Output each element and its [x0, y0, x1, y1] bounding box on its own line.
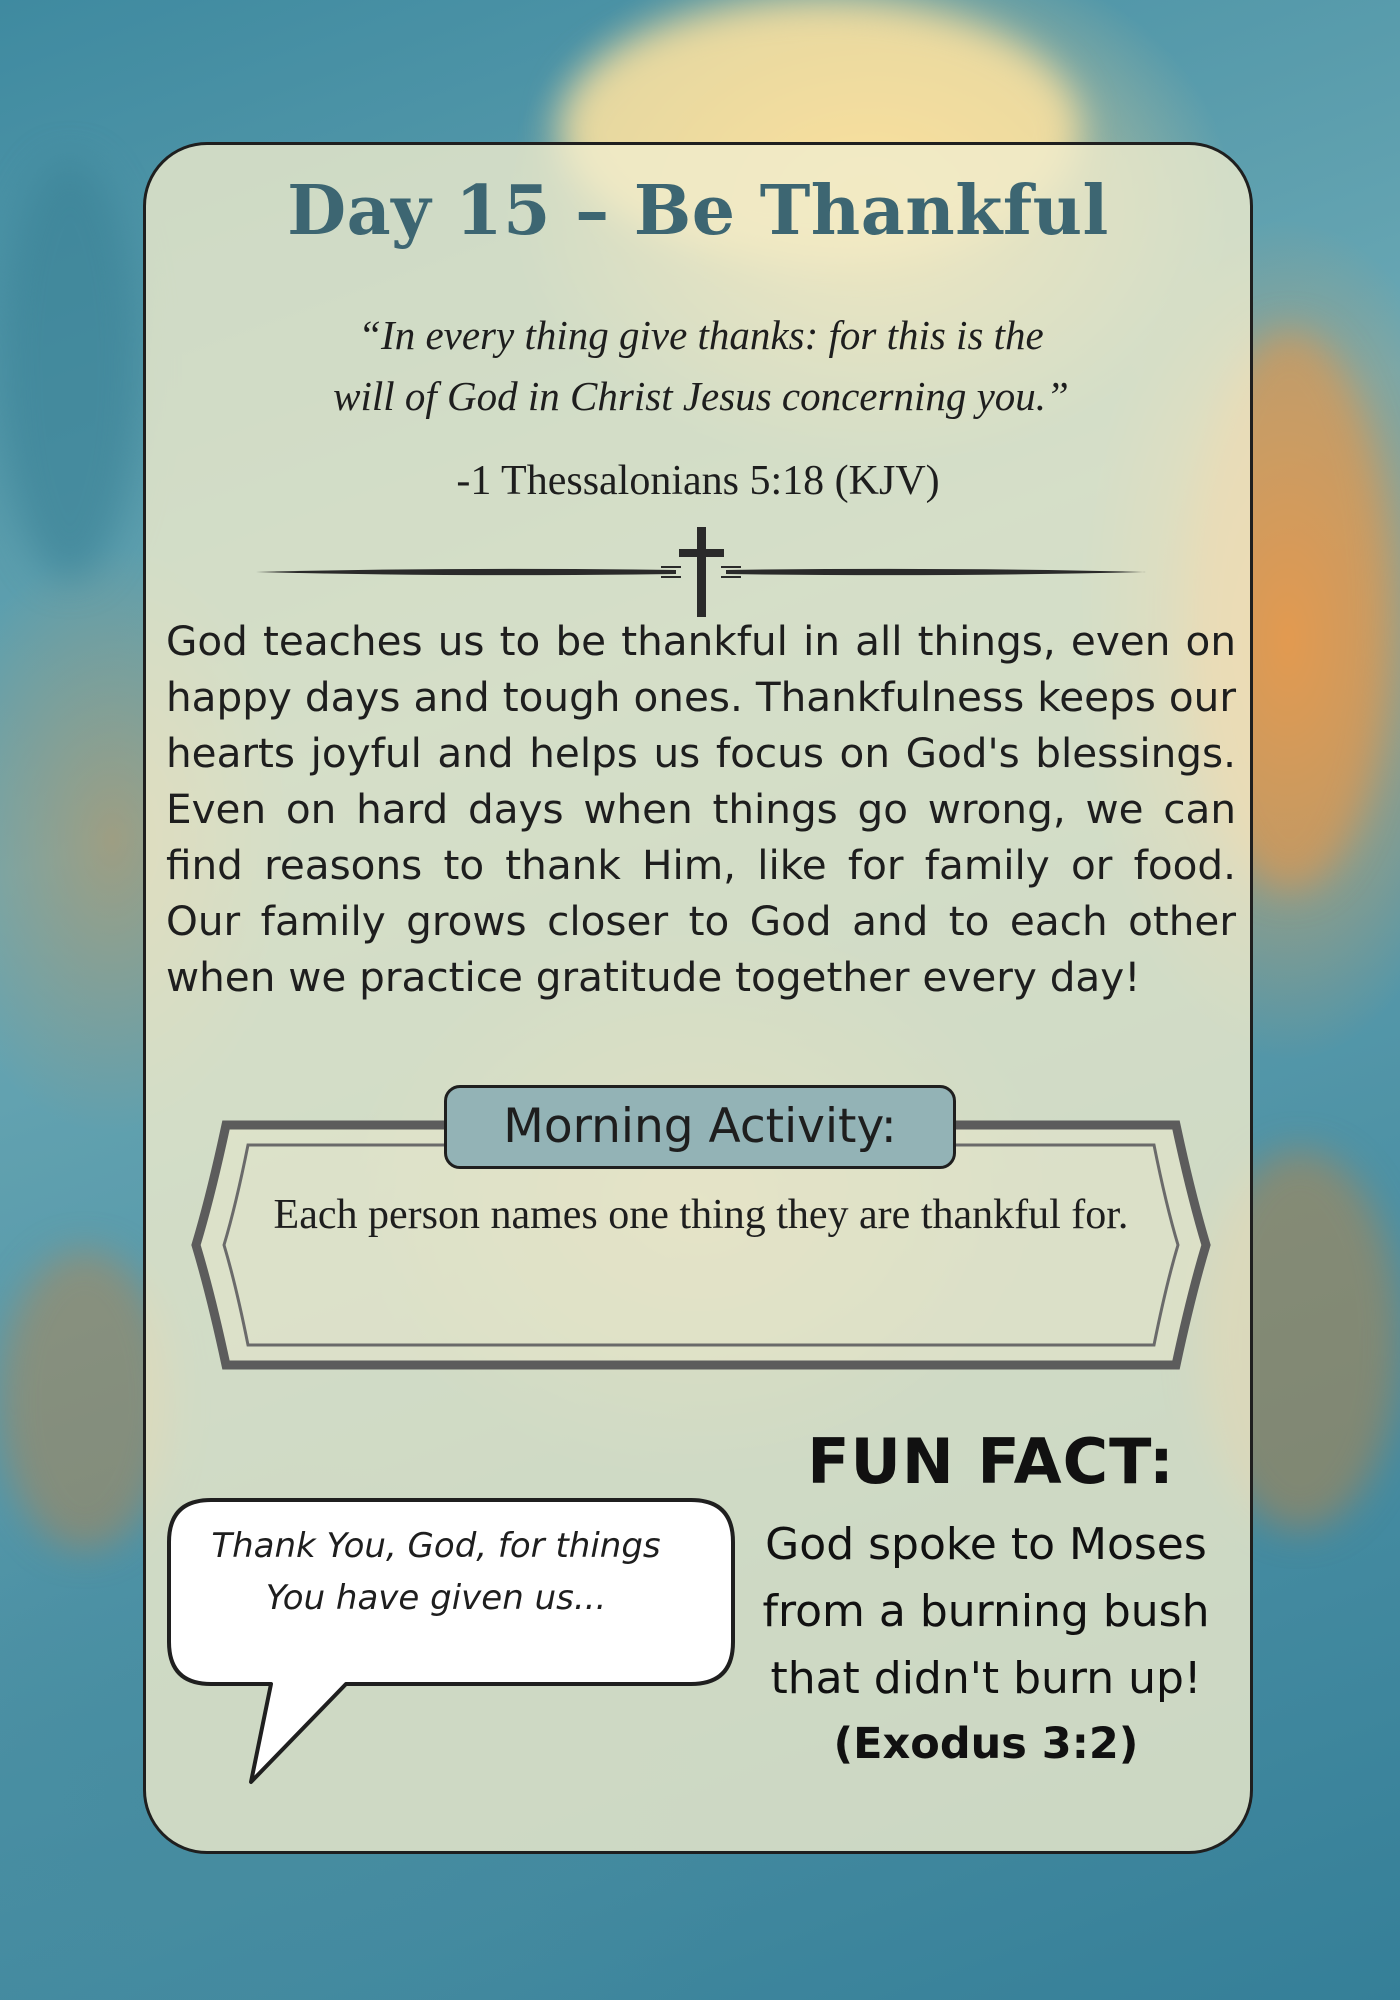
scripture-quote — [236, 305, 1166, 427]
activity-label: Morning Activity: — [444, 1085, 956, 1169]
scripture-quote-line: “In every thing give thanks: for this is the — [358, 312, 1044, 358]
cross-divider — [256, 527, 1146, 617]
prayer-line: You have given us... — [265, 1578, 607, 1618]
scripture-quote-line: will of God in Christ Jesus concerning you.” — [333, 373, 1069, 419]
fun-fact-text — [726, 1511, 1246, 1712]
fun-fact-line: that didn't burn up! — [770, 1653, 1202, 1704]
activity-text: Each person names one thing they are thankful for. — [273, 1192, 1129, 1238]
divider-line-right — [726, 569, 1146, 575]
devotional-card — [143, 142, 1253, 1854]
devotional-body: God teaches us to be thankful in all things, even on happy days and tough ones. Thankfulness keeps our hearts joyful and helps us focus on God's blessings. Even on hard days when things go wrong, we can find reasons to thank Him, like for family or food. Our family grows closer to God and to each other when we practice gratitude together every day! — [166, 617, 1236, 1001]
prayer-line: Thank You, God, for things — [211, 1526, 661, 1566]
scripture-reference: -1 Thessalonians 5:18 (KJV) — [456, 458, 940, 504]
cross-icon — [679, 527, 724, 617]
prayer-text — [206, 1520, 666, 1624]
fun-fact-title: FUN FACT: — [807, 1425, 1175, 1498]
fun-fact-line: from a burning bush — [762, 1586, 1210, 1637]
page-title: Day 15 – Be Thankful — [287, 171, 1109, 251]
fun-fact-reference: (Exodus 3:2) — [833, 1719, 1139, 1769]
background-paint-streak — [0, 160, 140, 580]
fun-fact-line: God spoke to Moses — [765, 1519, 1207, 1570]
divider-line-left — [256, 569, 676, 575]
